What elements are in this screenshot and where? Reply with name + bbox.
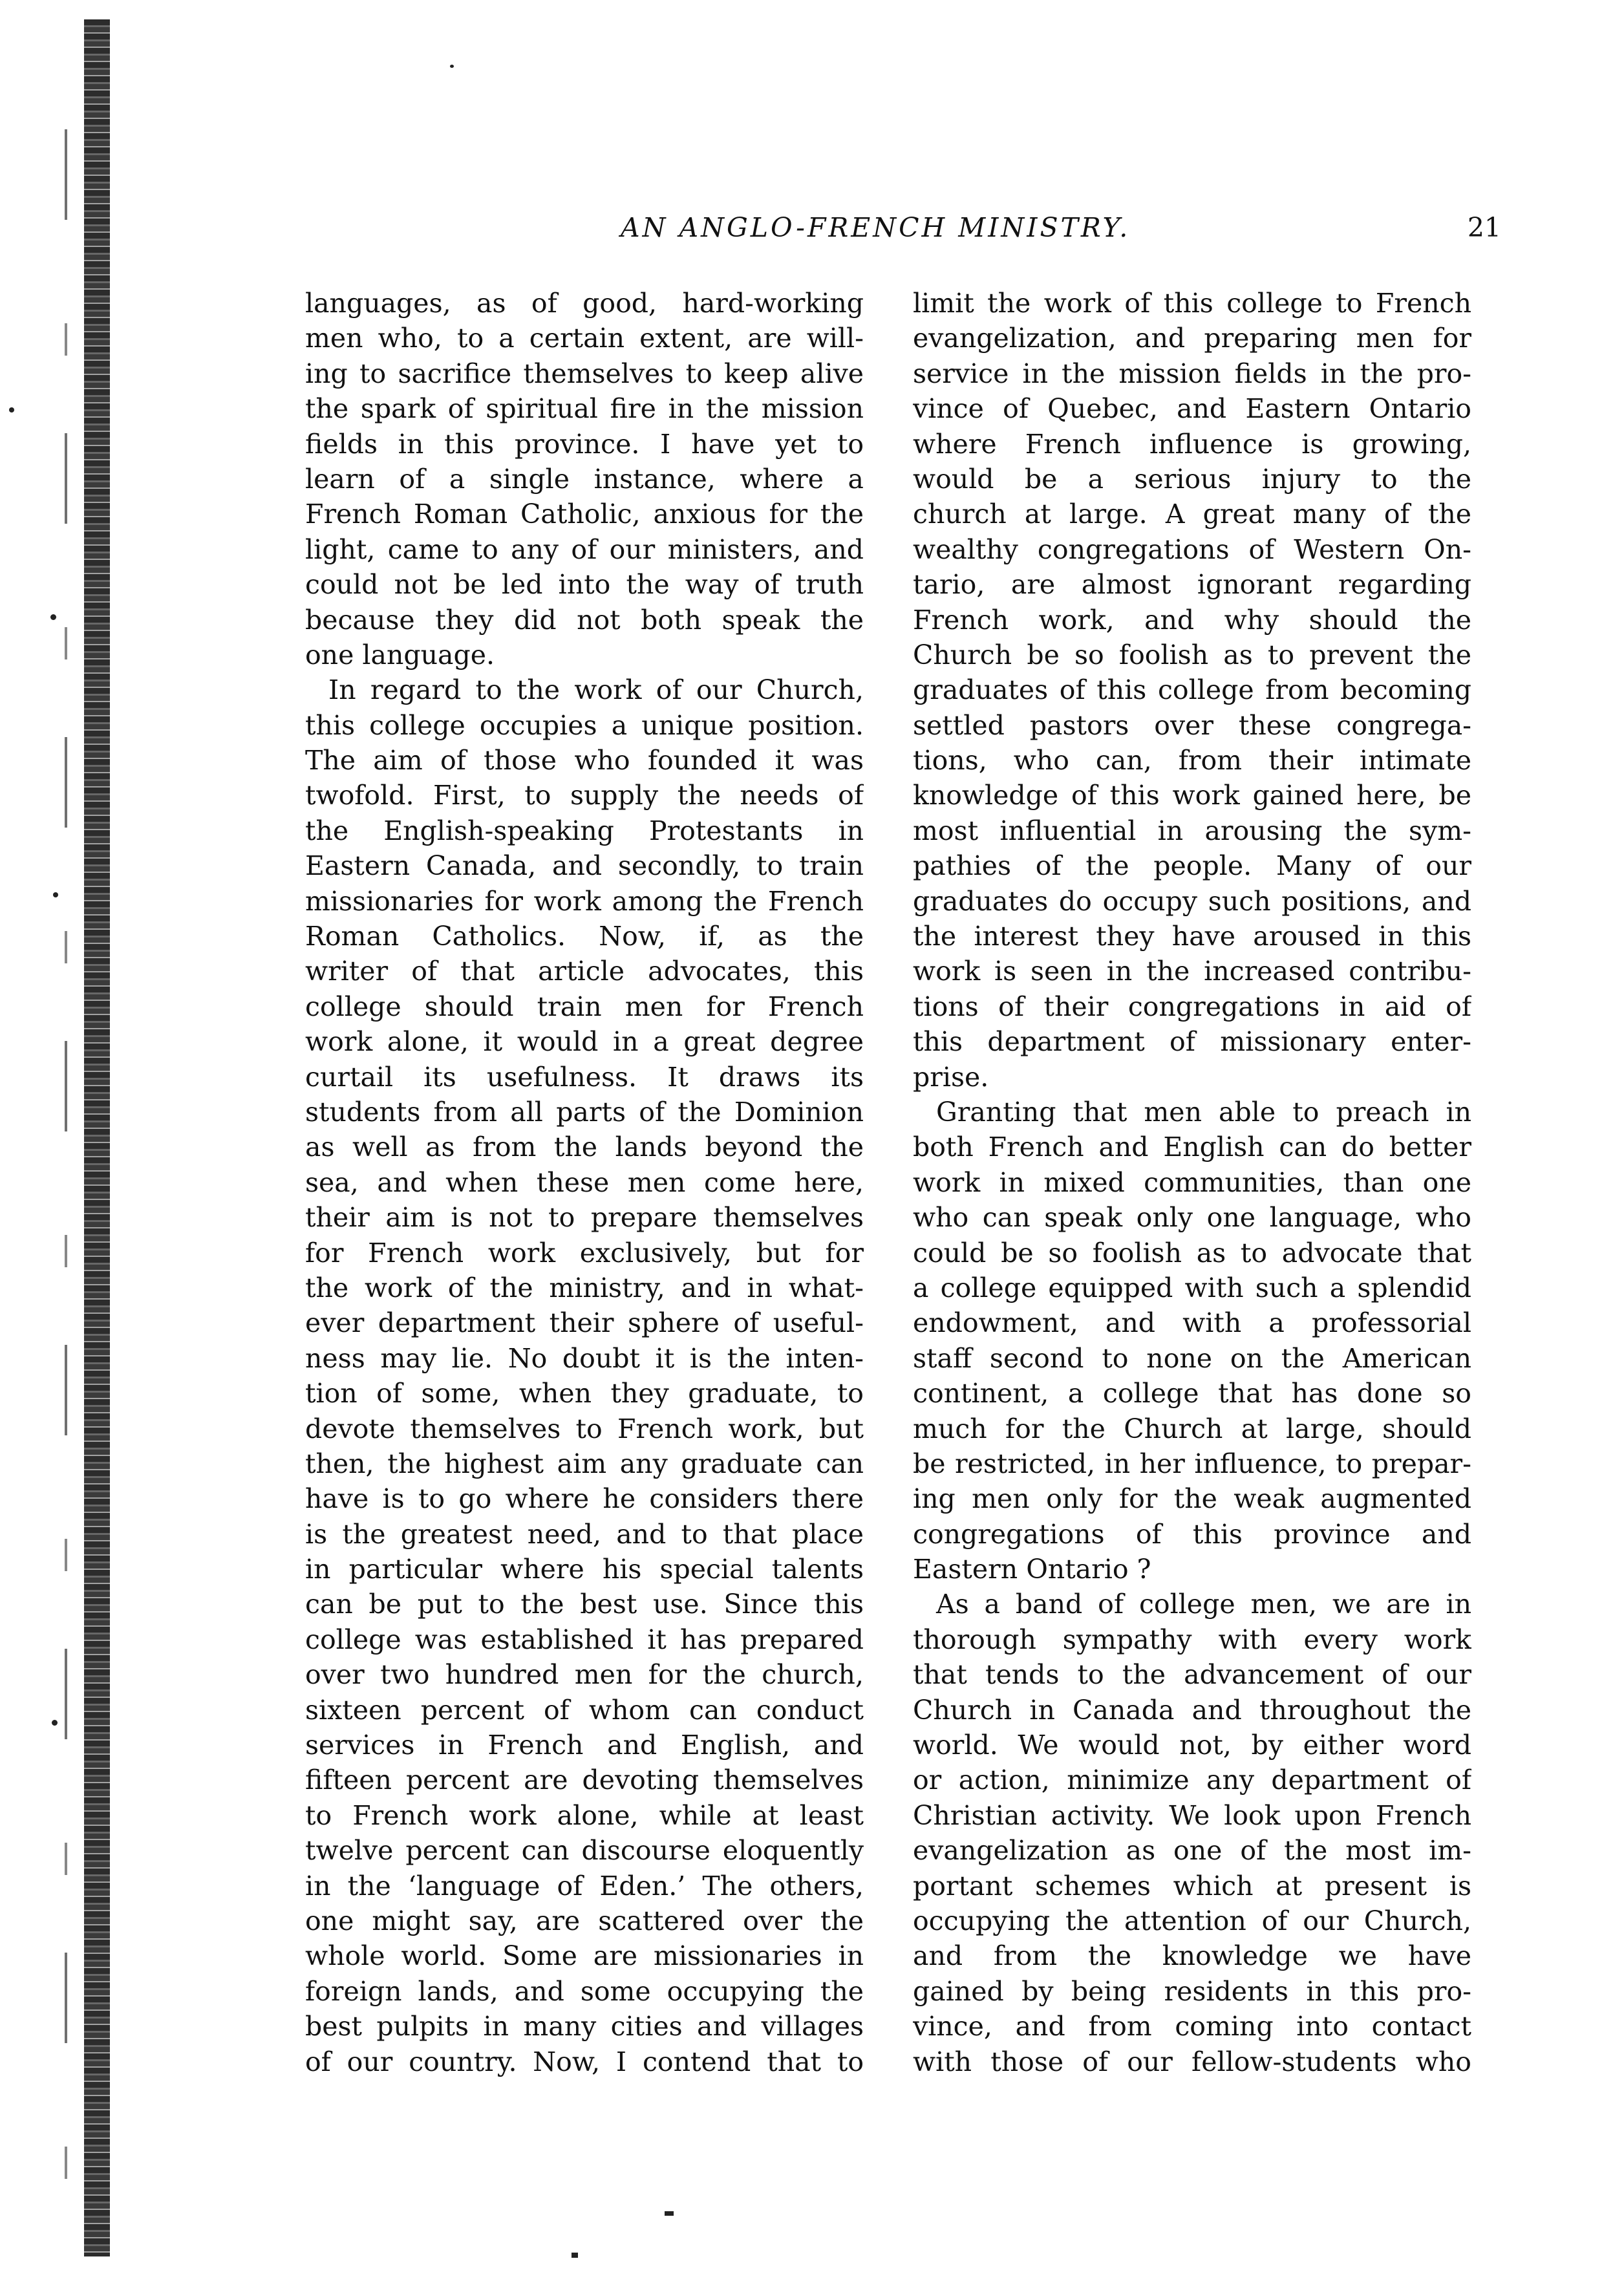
text-line: ing to sacrifice themselves to keep alive — [305, 358, 864, 389]
text-line: writer of that article advocates, this — [305, 956, 864, 987]
text-line: the spark of spiritual fire in the mission — [305, 393, 864, 425]
text-line: over two hundred men for the church, — [305, 1659, 864, 1691]
text-line: or action, minimize any department of — [913, 1764, 1471, 1796]
text-line: prise. — [913, 1061, 989, 1093]
text-line: men who, to a certain extent, are will- — [305, 323, 864, 354]
text-line: tions, who can, from their intimate — [913, 745, 1471, 777]
text-line: would be a serious injury to the — [913, 463, 1471, 495]
text-line: service in the mission fields in the pro- — [913, 358, 1471, 389]
left-text-column — [305, 286, 864, 2079]
page-number: 21 — [1467, 212, 1501, 243]
text-line: settled pastors over these congrega- — [913, 709, 1471, 741]
text-line: the English-speaking Protestants in — [305, 815, 864, 846]
text-line: Eastern Canada, and secondly, to train — [305, 850, 864, 882]
text-line: tion of some, when they graduate, to — [305, 1378, 864, 1409]
text-line: continent, a college that has done so — [913, 1378, 1471, 1409]
right-text-column — [913, 286, 1471, 2079]
text-line: ever department their sphere of useful- — [305, 1307, 864, 1339]
text-line: In regard to the work of our Church, — [328, 674, 864, 706]
page-binding-shadow — [65, 52, 67, 2237]
text-line: and from the knowledge we have — [913, 1940, 1471, 1972]
text-line: because they did not both speak the — [305, 604, 864, 636]
text-line: devote themselves to French work, but — [305, 1413, 864, 1444]
text-line: wealthy congregations of Western On- — [913, 533, 1471, 565]
footer-printer-mark — [665, 2211, 674, 2216]
text-line: French work, and why should the — [913, 604, 1471, 636]
text-line: learn of a single instance, where a — [305, 463, 864, 495]
text-line: languages, as of good, hard-working — [305, 288, 864, 319]
text-line: be restricted, in her influence, to prepar- — [913, 1448, 1471, 1479]
footer-printer-mark — [572, 2253, 578, 2258]
text-line: as well as from the lands beyond the — [305, 1131, 864, 1163]
page-header — [621, 212, 1501, 257]
text-line: is the greatest need, and to that place — [305, 1518, 864, 1550]
text-line: both French and English can do better — [913, 1131, 1471, 1163]
text-line: students from all parts of the Dominion — [305, 1096, 864, 1128]
text-line: curtail its usefulness. It draws its — [305, 1061, 864, 1093]
text-line: to French work alone, while at least — [305, 1799, 864, 1831]
text-line: Roman Catholics. Now, if, as the — [305, 921, 864, 952]
text-line: French Roman Catholic, anxious for the — [305, 498, 864, 530]
text-line: their aim is not to prepare themselves — [305, 1202, 864, 1234]
text-line: sixteen percent of whom can conduct — [305, 1694, 864, 1726]
text-line: college was established it has prepared — [305, 1624, 864, 1655]
text-line: fields in this province. I have yet to — [305, 428, 864, 460]
text-line: much for the Church at large, should — [913, 1413, 1471, 1444]
text-line: portant schemes which at present is — [913, 1870, 1471, 1902]
text-line: could be so foolish as to advocate that — [913, 1237, 1471, 1269]
text-line: evangelization as one of the most im- — [913, 1835, 1471, 1867]
text-line: tario, are almost ignorant regarding — [913, 569, 1471, 601]
text-line: the work of the ministry, and in what- — [305, 1272, 864, 1303]
text-line: limit the work of this college to French — [913, 288, 1471, 319]
text-line: Christian activity. We look upon French — [913, 1799, 1471, 1831]
text-line: gained by being residents in this pro- — [913, 1975, 1471, 2007]
text-line: one language. — [305, 639, 495, 670]
text-line: in particular where his special talents — [305, 1554, 864, 1585]
text-line: Church in Canada and throughout the — [913, 1694, 1471, 1726]
text-line: fifteen percent are devoting themselves — [305, 1764, 864, 1796]
text-line: most influential in arousing the sym- — [913, 815, 1471, 846]
text-line: occupying the attention of our Church, — [913, 1905, 1471, 1936]
text-line: could not be led into the way of truth — [305, 569, 864, 601]
text-line: one might say, are scattered over the — [305, 1905, 864, 1936]
running-title: AN ANGLO-FRENCH MINISTRY. — [621, 212, 1131, 243]
text-line: church at large. A great many of the — [913, 498, 1471, 530]
text-line: who can speak only one language, who — [913, 1202, 1471, 1234]
text-line: the interest they have aroused in this — [913, 921, 1471, 952]
text-line: Church be so foolish as to prevent the — [913, 639, 1471, 670]
text-line: that tends to the advancement of our — [913, 1659, 1471, 1691]
text-line: world. We would not, by either word — [913, 1730, 1471, 1761]
text-line: Eastern Ontario ? — [913, 1554, 1151, 1585]
text-line: evangelization, and preparing men for — [913, 323, 1471, 354]
text-line: missionaries for work among the French — [305, 885, 864, 917]
text-line: graduates of this college from becoming — [913, 674, 1471, 706]
text-line: can be put to the best use. Since this — [305, 1589, 864, 1620]
text-line: knowledge of this work gained here, be — [913, 780, 1471, 811]
text-line: graduates do occupy such positions, and — [913, 885, 1471, 917]
text-line: The aim of those who founded it was — [305, 745, 864, 777]
text-line: this department of missionary enter- — [913, 1026, 1471, 1058]
scan-speck — [53, 892, 58, 897]
text-line: whole world. Some are missionaries in — [305, 1940, 864, 1972]
text-line: endowment, and with a professorial — [913, 1307, 1471, 1339]
text-line: then, the highest aim any graduate can — [305, 1448, 864, 1479]
text-line: foreign lands, and some occupying the — [305, 1975, 864, 2007]
scan-speck — [9, 407, 14, 413]
page-binding-edge — [84, 19, 110, 2256]
text-line: with those of our fellow-students who — [913, 2046, 1471, 2077]
text-line: work in mixed communities, than one — [913, 1166, 1471, 1198]
text-line: tions of their congregations in aid of — [913, 991, 1471, 1022]
text-line: in the ‘language of Eden.’ The others, — [305, 1870, 864, 1902]
text-line: staff second to none on the American — [913, 1342, 1471, 1374]
text-line: congregations of this province and — [913, 1518, 1471, 1550]
scan-speck — [50, 614, 56, 620]
text-line: have is to go where he considers there — [305, 1483, 864, 1515]
text-line: ing men only for the weak augmented — [913, 1483, 1471, 1515]
text-line: twofold. First, to supply the needs of — [305, 780, 864, 811]
text-line: this college occupies a unique position. — [305, 709, 864, 741]
scan-speck — [52, 1720, 58, 1726]
text-line: services in French and English, and — [305, 1730, 864, 1761]
scan-speck — [450, 65, 454, 68]
text-line: light, came to any of our ministers, and — [305, 533, 864, 565]
text-line: ness may lie. No doubt it is the inten- — [305, 1342, 864, 1374]
text-line: vince, and from coming into contact — [913, 2011, 1471, 2042]
text-line: thorough sympathy with every work — [913, 1624, 1471, 1655]
text-line: As a band of college men, we are in — [936, 1589, 1471, 1620]
text-line: work alone, it would in a great degree — [305, 1026, 864, 1058]
text-line: college should train men for French — [305, 991, 864, 1022]
text-line: vince of Quebec, and Eastern Ontario — [913, 393, 1471, 425]
text-line: of our country. Now, I contend that to — [305, 2046, 864, 2077]
text-line: twelve percent can discourse eloquently — [305, 1835, 864, 1867]
text-line: a college equipped with such a splendid — [913, 1272, 1471, 1303]
text-line: where French influence is growing, — [913, 428, 1471, 460]
text-line: best pulpits in many cities and villages — [305, 2011, 864, 2042]
text-line: for French work exclusively, but for — [305, 1237, 864, 1269]
text-line: Granting that men able to preach in — [936, 1096, 1471, 1128]
text-line: pathies of the people. Many of our — [913, 850, 1471, 882]
text-line: work is seen in the increased contribu- — [913, 956, 1471, 987]
text-line: sea, and when these men come here, — [305, 1166, 864, 1198]
